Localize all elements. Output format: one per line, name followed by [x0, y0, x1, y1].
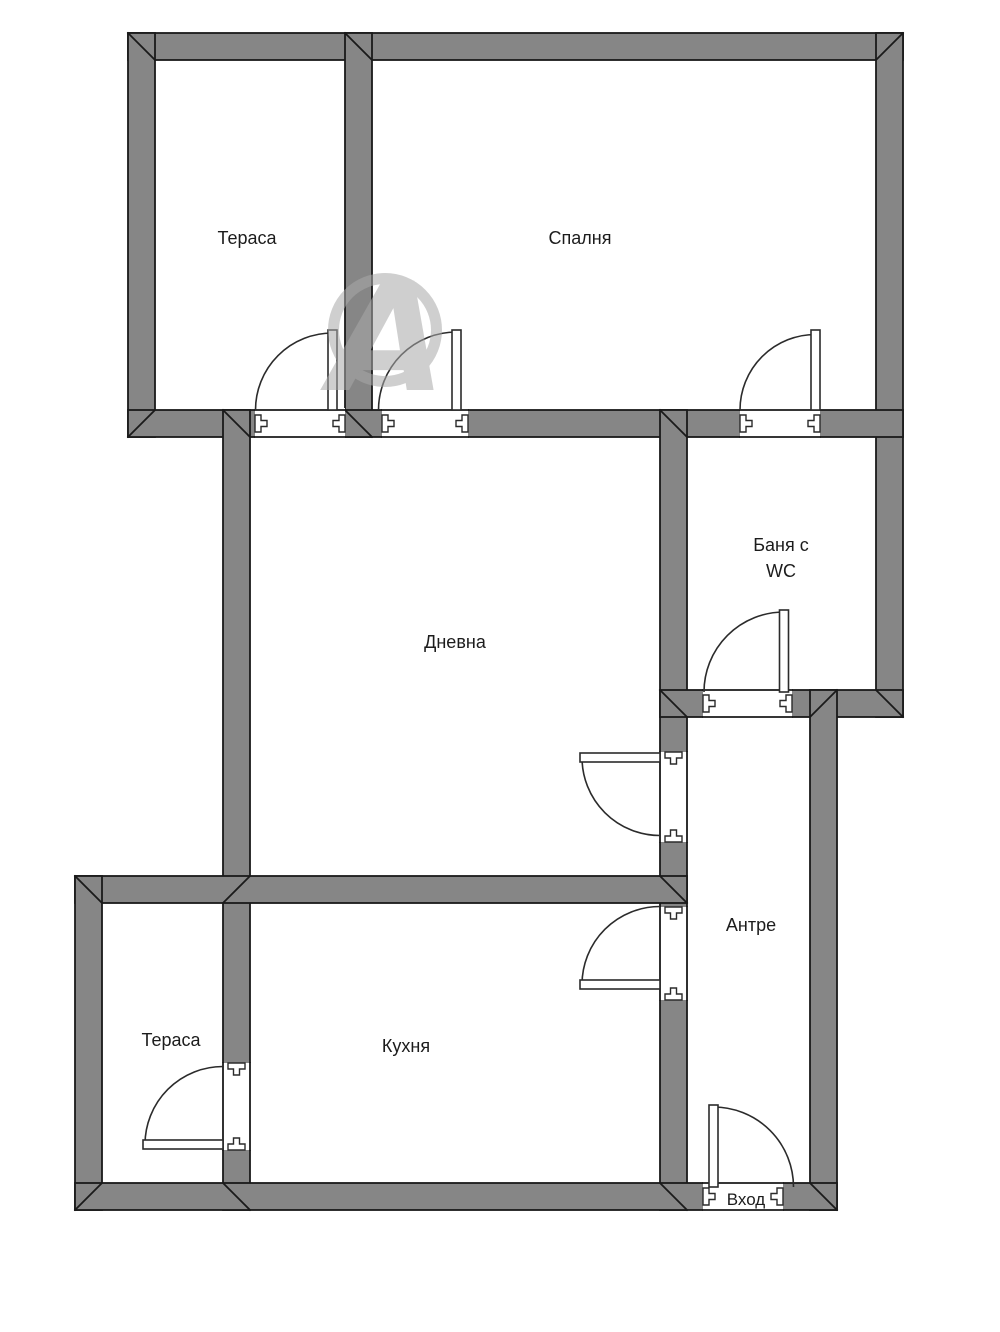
door-leaf [452, 330, 461, 410]
door-leaf [143, 1140, 223, 1149]
wall-right-outer [876, 33, 903, 717]
door-leaf [580, 753, 660, 762]
door-terrace-bottom [143, 1067, 223, 1150]
door-swing-arc [714, 1107, 794, 1187]
door-swing-arc [256, 333, 333, 410]
door-opening-bathroom [703, 688, 792, 719]
room-label-bathroom-line2: WC [766, 561, 796, 581]
door-leaf [780, 610, 789, 692]
room-label-bedroom: Спалня [548, 228, 612, 248]
room-label-living-room: Дневна [424, 632, 486, 652]
door-opening-hallway-kitchen [658, 907, 689, 1000]
door-swing-arc [704, 612, 784, 692]
door-entrance [709, 1105, 794, 1187]
room-label-bathroom-line1: Баня с [753, 535, 809, 555]
door-opening-bedroom-bathroom [740, 408, 820, 439]
door-terrace-top [256, 330, 338, 410]
door-openings [221, 408, 820, 1212]
door-hallway-kitchen [580, 907, 660, 990]
wall-terrace-bottom-left [75, 876, 102, 1210]
watermark-letter: A [329, 252, 447, 426]
wall-hallway-right [810, 690, 837, 1210]
wall-terrace-top-left [128, 33, 155, 437]
door-bathroom [704, 610, 789, 692]
room-area-living-room [250, 437, 660, 876]
door-leaf [580, 980, 660, 989]
room-label-terrace-top: Тераса [217, 228, 277, 248]
entrance-label: Вход [726, 1190, 766, 1209]
room-label-hallway: Антре [725, 915, 777, 935]
door-hallway-living [580, 753, 660, 836]
door-swing-arc [582, 907, 660, 985]
room-label-kitchen: Кухня [381, 1036, 431, 1056]
door-swing-arc [582, 758, 660, 836]
watermark-logo [320, 252, 446, 426]
door-opening-hallway-living [658, 752, 689, 842]
door-leaf [811, 330, 820, 410]
wall-kitchen-top [75, 876, 687, 903]
door-swing-arc [740, 335, 816, 411]
room-label-terrace-bottom: Тераса [141, 1030, 201, 1050]
room-area-kitchen [250, 903, 660, 1183]
door-swing-arc [145, 1067, 223, 1145]
door-leaf [709, 1105, 718, 1187]
room-area-bedroom [372, 60, 876, 410]
door-opening-terrace-bottom [221, 1063, 252, 1150]
door-bedroom-bathroom [740, 330, 820, 410]
room-area-hallway [687, 717, 810, 1183]
wall-top-outer [128, 33, 903, 60]
